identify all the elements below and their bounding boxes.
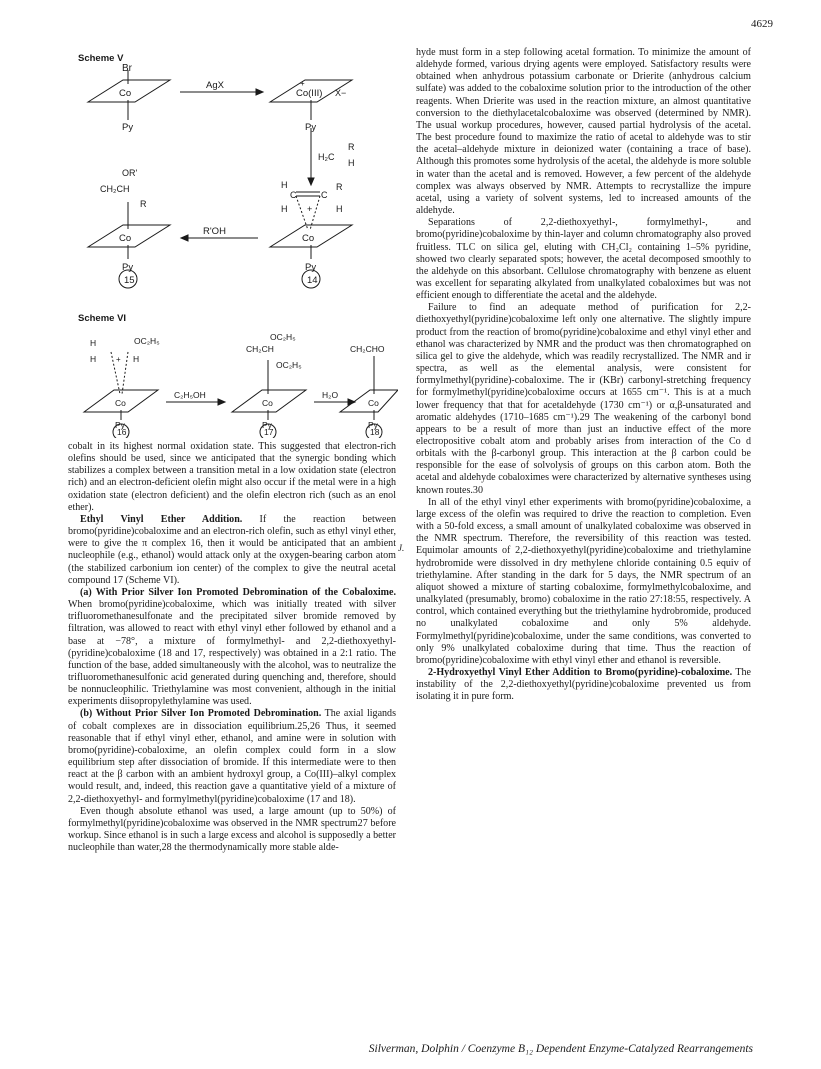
paragraph: hyde must form in a step following acetal formation. To minimize the amount of aldehyde formed, various drying agents were employed. Satisfactory results were obtained when anhydrous potassium carbonate or Drierite (anhydrous calcium sulfate) was added to the cobaloxime solution prior to the introduction of the other reagents. When Drierite was used in the reaction mixture, an almost quantitative conversion to the diethylacetalcobaloxime was observed (determined by NMR). The usual workup procedures, however, caused partial hydrolysis of the acetal. The best procedure found to maximize the ratio of acetal to aldehyde was to stir the acetal–aldehyde mixture in deionized water (containing a trace of base). Although this promotes some hydrolysis of the acetal, the aldehyde is more soluble in water than the acetal and is removed. However, a few percent of the aldehyde complex was always observed by NMR. Attempts to recrystallize the impure acetal, using a variety of solvent systems, led to increased amounts of the aldehyde. [416, 47, 751, 217]
olefin-r: R [348, 142, 355, 152]
compound-number: 18 [370, 427, 380, 437]
charge-plus: + [300, 79, 305, 88]
axial-py: Py [122, 122, 134, 133]
axial-py: Py [122, 262, 134, 273]
axial-py: Py [305, 262, 317, 273]
axial-py: Py [305, 122, 317, 133]
counter-ion: X− [335, 88, 347, 98]
h-atom: H [90, 338, 97, 348]
ether-or: OR' [122, 168, 138, 178]
scheme-v-diagram [78, 62, 368, 294]
ch2ch: CH₂CH [246, 344, 274, 354]
reagent-ethanol: C₂H₅OH [174, 390, 206, 400]
reagent-roh: R'OH [203, 226, 226, 237]
metal-co-iii: Co(III) [296, 88, 323, 99]
left-column [68, 441, 396, 854]
paragraph-text: When bromo(pyridine)cobaloxime, which was initially treated with silver trifluoromethanesulfonate and the precipitated silver bromide removed by filtration, was allowed to react with ethyl vinyl ether followed by ethanol and a base at −78°, a mixture of formylmethyl- and 2,2-diethoxyethyl-(pyridine)cobaloxime (18 and 17, respectively) was obtained in a 2:1 ratio. The function of the base, added simultaneously with the alcohol, was to neutralize the trifluoromethanesulfonic acid generated during quenching and, therefore, should be nonnucleophilic. Triethylamine was most convenient, although in the initial experiments diisopropylethylamine was used. [68, 599, 396, 708]
charge-plus: + [116, 355, 121, 364]
axial-py: Py [262, 420, 272, 430]
compound-number: 16 [117, 427, 127, 437]
compound-number: 15 [124, 275, 135, 286]
compound-number: 17 [264, 427, 274, 437]
compound-number: 14 [307, 275, 318, 286]
olefin-h: H [348, 158, 355, 168]
metal-co: Co [119, 233, 132, 244]
metal-co: Co [119, 88, 132, 99]
paragraph: Failure to find an adequate method of purification for 2,2-diethoxyethyl(pyridine)cobaloxime left only one alternative. The slightly impure product from the reaction of bromo(pyridine)cobaloxime and ethyl vinyl ether and ethanol was characterized by NMR and the product was then chromatographed on silica gel to give the aldehyde, which was readily recrystallized. The NMR and ir spectra, as well as the elemental analysis, were consistent for formylmethyl(pyridine)-cobaloxime. The ir (KBr) carbonyl-stretching frequency for formylmethyl(pyridine)cobaloxime occurs at 1655 cm⁻¹. This is at a much lower frequency that that for acetaldehyde (1730 cm⁻¹) or α,β-unsaturated and aromatic aldehydes (1710–1685 cm⁻¹).29 The weakening of the carbonyl bond appears to be a result of more than just an inductive effect of the more electropositive cobalt atom and probably arises from interaction of the Co d orbitals with the β-carbonyl group. This interaction at the β carbon could be responsible for the ease of solvolysis of groups on this carbon atom. Both the acetal and aldehyde cobaloximes were characterized by alternative syntheses using known routes.30 [416, 302, 751, 496]
ch2ch: CH₂CH [100, 184, 130, 194]
section-paragraph [68, 708, 396, 805]
ch2cho: CH₂CHO [350, 344, 385, 354]
metal-co: Co [262, 398, 273, 408]
paragraph: cobalt in its highest normal oxidation state. This suggested that electron-rich olefins should be used, since we anticipated that the synergic bonding which stabilizes a complex between a transition metal in a low oxidation state (electron rich) and an electron-deficient olefin might also occur if the metal were in a high oxidation state (electron deficient) and the olefin electron rich (such as an enol ether). [68, 441, 396, 513]
axial-py: Py [368, 420, 378, 430]
right-column [416, 47, 751, 703]
carbon-2: C [321, 190, 328, 200]
carbon-1: C [290, 190, 297, 200]
metal-co: Co [115, 398, 126, 408]
page-number: 4629 [751, 18, 773, 30]
section-paragraph [68, 514, 396, 587]
section-heading: Ethyl Vinyl Ether Addition. [80, 513, 243, 525]
h-atom: H [90, 354, 97, 364]
axial-py: Py [115, 420, 125, 430]
section-heading: (b) Without Prior Silver Ion Promoted Debromination. [80, 708, 322, 720]
paragraph: Even though absolute ethanol was used, a large amount (up to 50%) of formylmethyl(pyridine)cobaloxime was observed in the NMR spectrum27 before workup. Since ethanol is in such a large excess and alcohol is supposedly a better nucleophile than water,28 the thermodynamically more stable alde- [68, 805, 396, 854]
section-paragraph [68, 587, 396, 709]
metal-co: Co [302, 233, 315, 244]
reagent-water: H₂O [322, 390, 339, 400]
section-heading: 2-Hydroxyethyl Vinyl Ether Addition to Bromo(pyridine)-cobaloxime. [428, 666, 733, 678]
h-left: H [281, 204, 288, 214]
section-heading: (a) With Prior Silver Ion Promoted Debromination of the Cobaloxime. [80, 586, 396, 598]
section-paragraph [416, 667, 751, 703]
oc2h5-bottom: OC₂H₅ [276, 360, 302, 370]
axial-br: Br [122, 63, 132, 74]
scheme-vi-diagram [78, 326, 398, 438]
h-top: H [281, 180, 288, 190]
paragraph-text: If the reaction between bromo(pyridine)cobaloxime and an electron-rich olefin, such as ethyl vinyl ether, were to give the π complex 16, then it would be anticipated that an ambient nucleophile (e.g., ethanol) would attack only at the oxygen-bearing carbon atom (the stabilized carbonium ion center) of the complex to give the neutral acetal compound 17 (Scheme VI). [68, 513, 396, 586]
running-footer: Silverman, Dolphin / Coenzyme B₁₂ Dependent Enzyme-Catalyzed Rearrangements [368, 1043, 753, 1055]
oc2h5-top: OC₂H₅ [270, 332, 296, 342]
charge-plus: + [307, 204, 313, 214]
h-right: H [336, 204, 343, 214]
paragraph: In all of the ethyl vinyl ether experiments with bromo(pyridine)cobaloxime, a large excess of the olefin was required to drive the reaction to completion. Even with a 50-fold excess, a small amount of unalkylated cobaloxime was observed in the NMR spectrum. Therefore, the reversibility of this reaction was tested. Equimolar amounts of 2,2-diethoxyethyl(pyridine)cobaloxime and triethylamine hydrobromide were dissolved in dry methylene chloride containing 0.5 equiv of triethylamine. After standing in the dark for 5 days, the NMR spectrum of an aliquot showed a mixture of starting cobaloxime, formylmethylcobaloxime, and unalkylated (presumably, bromo) cobaloxime in the ratio 27:18:55, respectively. A control, which contained everything but the triethylamine hydrobromide, produced no unalkylated cobaloxime and only 5% aldehyde. Formylmethyl(pyridine)cobaloxime, under the same conditions, was converted to only 9% unalkylated cobaloxime during that time. Thus the reaction of bromo(pyridine)cobaloxime with ethyl vinyl ether and ethanol is reversible. [416, 496, 751, 666]
paragraph-text: The axial ligands of cobalt complexes are in dissociation equilibrium.25,26 Thus, it seemed reasonable that if ethyl vinyl ether, ethanol, and amine were in solution with bromo(pyridine)-cobaloxime, an olefin complex could form in a slow equilibrium step after dissociation of bromide. If this intermediate were to then react at the β carbon with an ambient hydroxyl group, a Co(III)–alkyl complex would result, and, indeed, this reaction gave a quantitative yield of a mixture of 2,2-diethoxyethyl- and formylmethyl(pyridine)cobaloxime (17 and 18). [68, 708, 396, 805]
sub-r: R [336, 182, 343, 192]
oc2h5: OC₂H₅ [134, 336, 160, 346]
paragraph-text: The instability of the 2,2-diethoxyethyl(pyridine)cobaloxime prevented us from isolating it in pure form. [416, 666, 752, 703]
h-atom: H [133, 354, 140, 364]
paragraph: Separations of 2,2-diethoxyethyl-, formylmethyl-, and bromo(pyridine)cobaloxime by thin-layer and column chromatography also proved fruitless. TLC on silica gel, eluting with CH₂Cl₂ containing 1–5% pyridine, showed two clearly separated spots; however, the acetal decomposed smoothly to the aldehyde on this absorbant. Cellulose chromatography with benzene as eluent was excellent for separating alkylated from unalkylated cobaloximes but was not efficient enough to differentiate the acetal and the aldehyde. [416, 217, 751, 302]
sub-r: R [140, 199, 147, 209]
reagent-agx: AgX [206, 80, 224, 91]
margin-mark: J. [398, 543, 405, 553]
scheme-vi-label: Scheme VI [78, 313, 127, 324]
scheme-v-label: Scheme V [78, 53, 124, 64]
metal-co: Co [368, 398, 379, 408]
olefin-h2c: H₂C [318, 152, 335, 162]
